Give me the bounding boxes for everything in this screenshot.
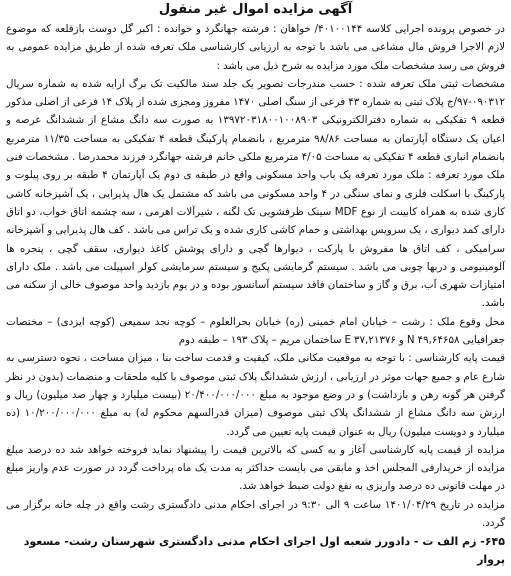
notice-paragraph-intro: در خصوص پرونده اجرایی کلاسه ۴۰۱۰۰۱۴۴/ خواهان : فرشته جهانگرد و خوانده : اکبر گل دوست بازقلعه که موضوع لازم الاجرا فروش مال مشاعی می باشد با توجه به ارزیابی کارشناسی ملک تعرفه شده از طریق مزایده عمومی به فروش می رسد مشخصات ملک مورد مزایده به شرح ذیل می باشد :: [6, 23, 505, 72]
notice-paragraph-location: محل وقوع ملک : رشت – خیابان امام خمینی (ره) خیابان بحرالعلوم – کوچه نجد سمیعی (کوچه ایزدی) – مختصات جغرافیایی N ۴۹,۶۴۶۵۸ و E ۳۷,۲۱۳۷۶ ساختمان مریم – پلاک ۱۹۳ – طبقه دوم: [6, 315, 505, 347]
notice-paragraph-registration: مشخصات ثبتی ملک تعرفه شده : حسب مندرجات تصویر یک جلد سند مالکیت تک برگ ارایه شده به شماره سریال ۰۹۰۳۱۲-۹۷/ج پلاک ثبتی به شماره ۴۳ فرعی از سنگ اصلی ۱۴۷۰ مفروز ومجزی شده از پلاک ۱۴ فرعی از اصلی مذکور قطعه ۹ تفکیکی به شماره دفترالکترونیکی ۱۳۹۷۲۰۳۱۸۰۰۱۰۰۸۹۰۳ به صورت سه دانگ مشاع از ششدانگ عرصه و اعیان یک دستگاه آپارتمان به مساحت ۹۸/۸۶ مترمربع ، بانضمام پارکینگ قطعه ۴ تفکیکی به مساحت ۱۱/۳۵ مترمربع بانضمام انباری قطعه ۴ تفکیکی به مساحت ۴/۰۵ مترمربع ملکی خانم فرشته جهانگرد فرزند محمدرضا . مشخصات فنی ملک مورد تعرفه : ملک مورد تعرفه یک باب واحد مسکونی واقع در طبقه ی دوم یک آپارتمان ۴ طبقه بر روی پیلوت و پارکینگ با اسکلت فلزی و نمای سنگی در ۴ واحد مسکونی می باشد که مشتمل یک هال پذیرایی ، یک آشپزخانه کاشی کاری شده به همراه کابینت از نوع MDF سینک ظرفشویی تک لگنه ، شیرآلات اهرمی ، سه چشمه اتاق خواب، دو اتاق دارای کمد دیواری ، یک سرویس بهداشتی و حمام کاشی کاری شده و یک تراس می باشد . کف هال پذیرایی و آشپزخانه سرامیکی ، کف اتاق ها مفروش با پارکت ، دیوارها گچی و دارای پوشش کاغذ دیواری، سقف گچی ، پنجره ها آلومینیومی و دربها چوبی می باشد . سیستم گرمایشی پکیج و سیستم سرمایشی کولر اسپیلت می باشد . ملک دارای امتیازات شهری آب، برق و گاز و ساختمان فاقد سیستم آسانسور بوده و در یوم بازدید واحد موصوف خالی از سکنه می باشد.: [6, 77, 506, 310]
notice-footer: ۶۴۵- زم الف ت - دادورز شعبه اول اجرای احکام مدنی دادگستری شهرستان رشت- مسعود پروار: [23, 535, 505, 567]
notice-body: [6, 20, 505, 532]
notice-paragraph-date: مزایده در تاریخ ۱۴۰۱/۰۴/۲۹ ساعت ۹ الی ۹:۳۰ در اجرای احکام مدنی دادگستری رشت واقع در چله خانه برگزار می گردد.: [6, 498, 505, 530]
notice-paragraph-price: قیمت پایه کارشناسی : با توجه به موقعیت مکانی ملک، کیفیت و قدمت ساخت بنا ، میزان مساحت ، نحوه دسترسی به شارع عام و جمیع جهات موثر در ارزیابی ، ارزش ششدانگ پلاک ثبتی موصوف با کلیه ملحقات و منضمات (بدون در نظر گرفتن هر گونه رهن و بازداشت) و در وضع موجود به مبلغ ۲۰/۴۰۰/۰۰۰/۰۰۰ (بیست میلیارد و چهار صد میلیون) ریال و ارزش سه دانگ مشاع از ششدانگ پلاک ثبتی موصوف (میزان قدرالسهم محکوم له) به مبلغ ۱۰/۲۰۰/۰۰۰/۰۰۰ (ده میلیارد و دویست میلیون) ریال به عنوان قیمت پایه تعیین می گردد.: [6, 352, 506, 438]
notice-paragraph-terms: مزایده از قیمت پایه کارشناسی آغاز و به کسی که بالاترین قیمت را پیشنهاد نماید فروخته خواهد شد ده درصد مبلغ مزایده از خریدارفی المجلس اخذ و مابقی می بایست حداکثر به مدت یک ماه پرداخت گردد در صورت عدم واریز مبلغ در مهلت قانونی ده درصد واریزی به نفع دولت ضبط خواهد شد.: [6, 443, 505, 493]
notice-title: آگهی مزایده اموال غیر منقول: [158, 2, 353, 17]
